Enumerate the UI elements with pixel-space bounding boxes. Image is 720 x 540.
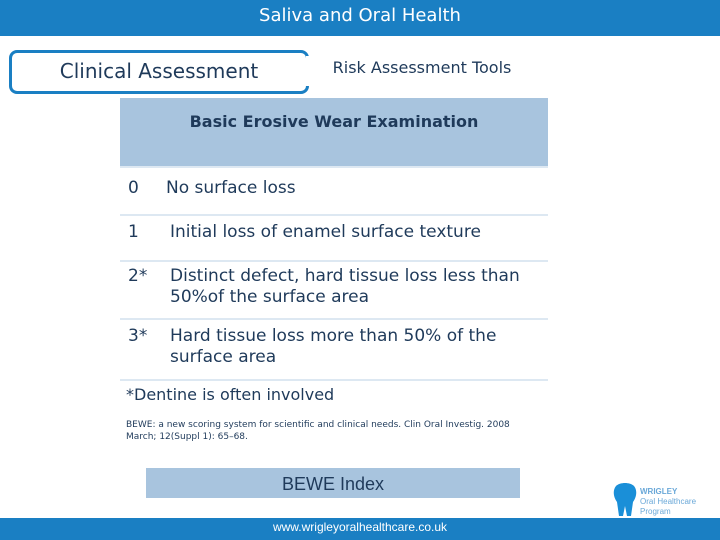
bewe-index-label (146, 468, 520, 498)
footer-url[interactable]: www.wrigleyoralhealthcare.co.uk (272, 520, 448, 534)
table-footnote (120, 381, 548, 450)
description-cell: Distinct defect, hard tissue loss less than 50%of the surface area (170, 266, 520, 307)
tab-label: Clinical Assessment (59, 59, 259, 83)
score-cell: 0 (128, 178, 139, 198)
score-cell: 2* (128, 266, 148, 286)
index-label-text: BEWE Index (281, 474, 385, 494)
page-title: Saliva and Oral Health (259, 5, 461, 26)
description-cell: Initial loss of enamel surface texture (170, 222, 481, 242)
table-row (120, 262, 548, 318)
description-cell: Hard tissue loss more than 50% of the surface area (170, 326, 497, 367)
tab-risk-assessment-tools[interactable] (306, 56, 538, 86)
table-row (120, 320, 548, 379)
logo-line-2: Oral Healthcare (640, 497, 697, 506)
reference-citation: BEWE: a new scoring system for scientific and clinical needs. Clin Oral Investig. 2008 March; 12(Suppl 1): 65–68. (126, 420, 510, 442)
table-header (120, 98, 548, 166)
dentine-note: *Dentine is often involved (126, 385, 335, 404)
table-title: Basic Erosive Wear Examination (189, 112, 479, 131)
score-cell: 3* (128, 326, 148, 346)
tooth-icon (612, 482, 638, 518)
description-cell: No surface loss (166, 178, 296, 198)
score-cell: 1 (128, 222, 139, 242)
table-row (120, 168, 548, 214)
logo-line-3: Program (640, 507, 671, 516)
tab-clinical-assessment[interactable] (12, 53, 306, 91)
table-row (120, 216, 548, 260)
logo-line-1: WRIGLEY (640, 487, 678, 496)
tab-label: Risk Assessment Tools (332, 58, 512, 77)
wrigley-logo (612, 482, 712, 518)
